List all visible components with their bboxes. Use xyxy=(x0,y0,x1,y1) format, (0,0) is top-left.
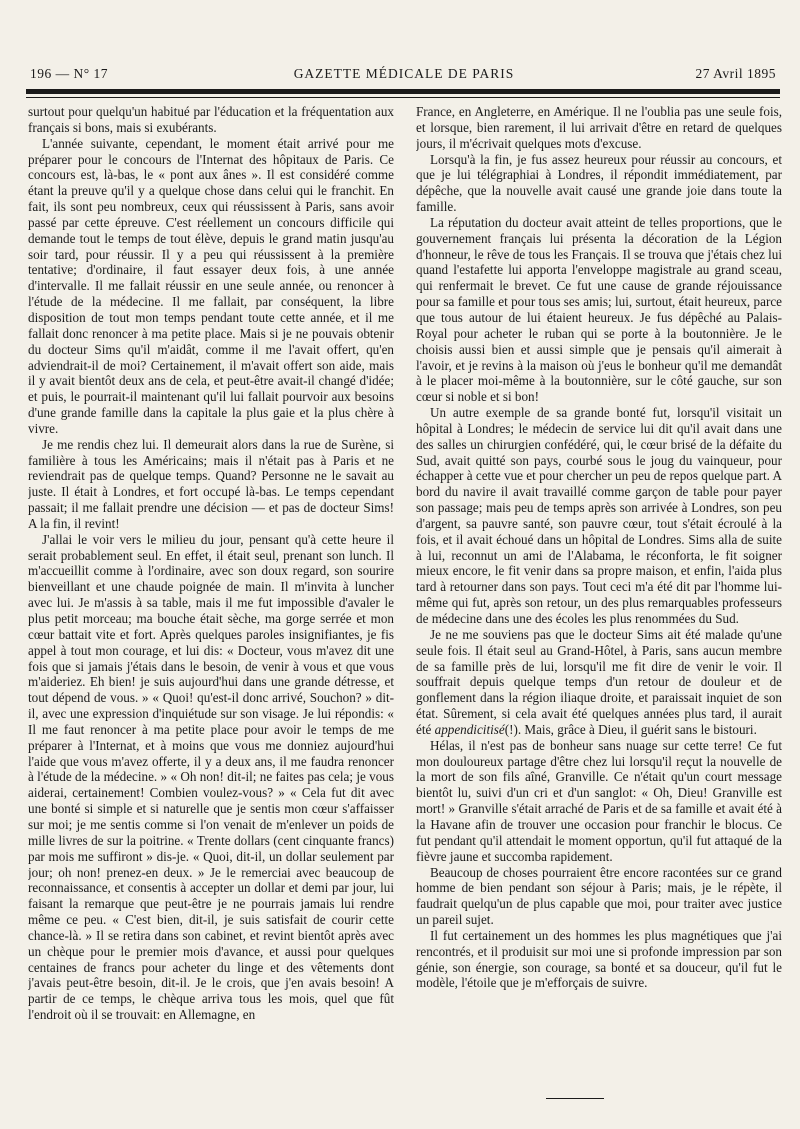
paragraph: J'allai le voir vers le milieu du jour, pensant qu'à cette heure il serait probablement seul. En effet, il était seul, prenant son lunch. Il m'accueillit comme à l'ordinaire, avec son doux regard, son sourire bienveillant et une chaude poignée de main. Il m'invita à luncher avec lui. Je m'assis à sa table, mais il me fut impossible d'avaler le plus petit morceau; ma bouche était sèche, ma gorge serrée et mon cœur battait vite et fort. Après quelques paroles insignifiantes, je fis appel à tout mon courage, et lui dis: « Docteur, vous m'avez dit une fois que si jamais j'étais dans le besoin, de venir à vous et que vous m'aideriez. Eh bien! je suis aujourd'hui dans une grande détresse, et tout dépend de vous. » « Quoi! qu'est-il donc arrivé, Souchon? » dit-il, avec une expression d'inquiétude sur son visage. Je lui répondis: « Il me faut renoncer à ma petite place pour avoir le temps de me préparer à l'Internat, et à moins que vous me donniez aujourd'hui l'aide que vous m'avez offerte, il y a deux ans, il me faudra renoncer à l'étude de la médecine. » « Oh non! dit-il; ne faites pas cela; je vous aiderai, certainement! Combien voulez-vous? » « Cela fut dit avec une bonté si simple et si naturelle que je sentis mon cœur s'affaisser sur moi; je me sentis comme si l'on venait de m'enlever un poids de mille livres de sur la poitrine. « Trente dollars (cent cinquante francs) par mois me suffiront » dis-je. « Quoi, dit-il, un dollar seulement par jour; oh non! prenez-en deux. » Je le remerciai avec beaucoup de reconnaissance, et consentis à accepter un dollar et demi par jour, lui faisant la remarque que peut-être je ne pourrais jamais lui rendre même ce peu. « C'est bien, dit-il, je suis satisfait de courir cette chance-là. » Il se retira dans son cabinet, et revint bientôt après avec un chèque pour le premier mois d'avance, et aussi pour quelques centaines de francs pour acheter du linge et des vêtements dont j'avais peut-être besoin, dit-il. Je le crois, que j'en avais besoin! A partir de ce temps, le chèque arriva tous les mois, quel que fût l'endroit où il se trouvait: en Allemagne, en xyxy=(28,531,394,1023)
paragraph: Je me rendis chez lui. Il demeurait alors dans la rue de Surène, si familière à tous les Américains; mais il n'était pas à Paris et ne reviendrait pas de quelque temps. Quand? Personne ne le savait au juste. Il était à Londres, et fort occupé là-bas. Le temps cependant passait; il me fallait prendre une décision — et pas de docteur Sims! A la fin, il revint! xyxy=(28,436,394,531)
paragraph: France, en Angleterre, en Amérique. Il ne l'oublia pas une seule fois, et lorsque, bien rarement, il lui arrivait d'être en retard de quelques jours, il m'écrivait quelques mots d'excuse. xyxy=(416,104,782,151)
paragraph: Il fut certainement un des hommes les plus magnétiques que j'ai rencontrés, et il produisit sur moi une si profonde impression par son génie, son énergie, son courage, sa bonté et sa douceur, qu'il fut le modèle, l'étoile que je m'efforçais de suivre. xyxy=(416,927,782,991)
italic-term: appendicitisé xyxy=(434,721,505,737)
right-column xyxy=(416,104,782,1114)
paragraph: Lorsqu'à la fin, je fus assez heureux pour réussir au concours, et que je lui télégraphiai à Londres, il répondit immédiatement, par dépêche, que la nouvelle avait causé une grande joie dans toute la famille. xyxy=(416,151,782,215)
issue-date: 27 Avril 1895 xyxy=(695,66,776,81)
header-thin-rule xyxy=(26,97,780,98)
paragraph-text: Je ne me souviens pas que le docteur Sims ait été malade qu'une seule fois. Il était seul au Grand-Hôtel, à Paris, sans aucun membre de sa famille près de lui, lorsqu'il me fit dire de venir le voir. Il souffrait depuis quelque temps d'un retour de douleur et de gonflement dans la région iliaque droite, et paraissait inquiet de son état. Sûrement, si cela avait été quelques années plus tard, il aurait été xyxy=(416,626,782,737)
paragraph: Un autre exemple de sa grande bonté fut, lorsqu'il visitait un hôpital à Londres; le médecin de service lui dit qu'il avait dans une des salles un chirurgien confédéré, qui, le cœur brisé de la défaite du Sud, avait quitté son pays, courbé sous le joug du vainqueur, pour échapper à cette vue et pour chercher un peu de repos quelque part. A bord du navire il avait travaillé comme garçon de table pour payer son passage; mais peu de temps après son arrivée à Londres, son peu d'argent, sa pauvre santé, son pauvre cœur, tout s'était écroulé à la fois, et il avait échoué dans un hôpital de Londres. Sims alla de suite à lui, reconnut un ami de l'Alabama, le réconforta, le fit soigner mieux encore, le fit venir dans sa propre maison, et enfin, l'aida plus tard à retourner dans son pays. Tout ceci m'a été dit par l'homme lui-même qui fut, après son retour, un des plus remarquables professeurs de médecine dans une des écoles les plus renommées du Sud. xyxy=(416,405,782,626)
left-column xyxy=(28,104,394,1114)
paragraph: surtout pour quelqu'un habitué par l'éducation et la fréquentation aux français si bons, mais si exubérants. xyxy=(28,104,394,135)
paragraph: La réputation du docteur avait atteint de telles proportions, que le gouvernement français lui présenta la décoration de la Légion d'honneur, le rêve de tous les Français. Il se trouva que j'étais chez lui quand l'estafette lui apporta l'enveloppe magistrale au grand sceau, qui renfermait le brevet. Ce fut une cause de grande réjouissance pour sa famille et pour tous ses amis; lui, surtout, était heureux, parce que tous autour de lui étaient heureux. Je fus dépêché au Palais-Royal pour acheter le ruban qui se porte à la boutonnière. Je le choisis aussi bien et aussi simple que je pensais qu'il aimerait à l'avoir, et je revins à la maison où j'eus le bonheur qu'il me demandât à le placer moi-même à la boutonnière, sur le côté gauche, sur son cœur si noble et si bon! xyxy=(416,214,782,405)
page-number: 196 — N° 17 xyxy=(30,66,109,81)
page-header xyxy=(30,64,778,86)
header-thick-rule xyxy=(26,89,780,94)
paragraph-text: (!). Mais, grâce à Dieu, il guérit sans le bistouri. xyxy=(504,721,757,737)
paragraph: Hélas, il n'est pas de bonheur sans nuage sur cette terre! Ce fut mon douloureux partage d'être chez lui lorsqu'il reçut la nouvelle de la mort de son fils aîné, Granville. Ce n'était qu'un court message bientôt lu, suivi d'un cri et d'un sanglot: « Oh, Dieu! Granville est mort! » Granville s'était arraché de Paris et de sa famille et avait été à la Havane afin de trouver une occasion pour franchir le blocus. Ce fut pendant qu'il attendait le moment opportun, qu'il fut attaqué de la fièvre jaune et succomba rapidement. xyxy=(416,737,782,864)
paragraph: L'année suivante, cependant, le moment était arrivé pour me préparer pour le concours de l'Internat des hôpitaux de Paris. Ce concours est, là-bas, le « pont aux ânes ». Il est considéré comme étant la preuve qu'il y a quelque chose dans celui qui le franchit. En fait, ils sont peu nombreux, ceux qui réussissent à Paris, sans avoir passé par cette épreuve. C'est réellement un concours difficile qui demande tout le temps de tout élève, depuis le grand matin jusqu'au soir tard, pour réussir. Il y a peu qui réussissent à la première tentative; d'ordinaire, il faut essayer deux fois, à une année d'intervalle. Il me fallait réussir en une seule année, ou renoncer à l'étude de la médecine. Il me fallait, par conséquent, la libre disposition de tout mon temps pendant toute cette année, et il me fallait donc renoncer à ma petite place. Mais si je ne pouvais obtenir du docteur Sims qu'il m'aidât, comme il me l'avait offert, qu'en adviendrait-il de moi? Certainement, il m'avait offert son aide, mais il y avait bientôt deux ans de cela, et peut-être avait-il changé d'idée; et puis, le pourrait-il maintenant qu'il lui fallait pourvoir aux besoins d'une grande famille dans la capitale la plus gaie et la plus chère à vivre. xyxy=(28,135,394,436)
end-of-article-rule xyxy=(546,1098,604,1099)
paragraph xyxy=(416,627,782,738)
paragraph: Beaucoup de choses pourraient être encore racontées sur ce grand homme de bien pendant son séjour à Paris; mais, je le répète, il faudrait quelqu'un de plus capable que moi, pour traiter avec justice un pareil sujet. xyxy=(416,864,782,928)
journal-title: GAZETTE MÉDICALE DE PARIS xyxy=(293,66,515,81)
